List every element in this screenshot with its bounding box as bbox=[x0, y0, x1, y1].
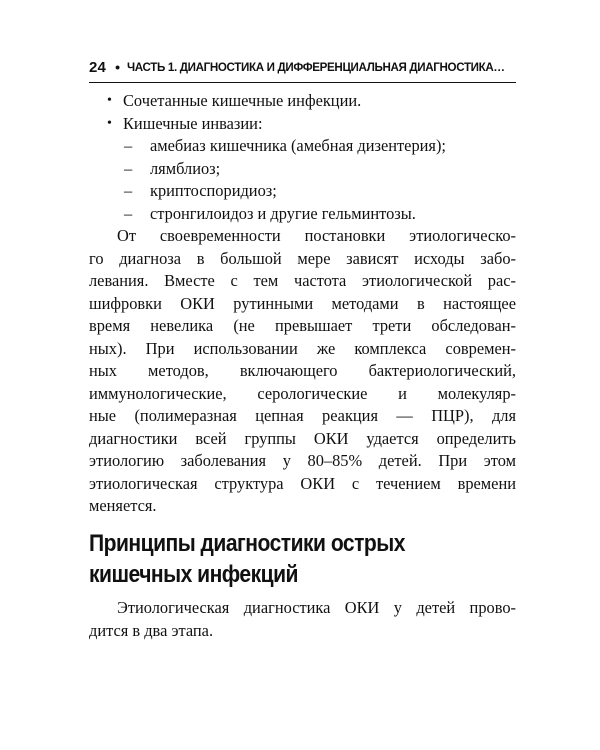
dash-mark: – bbox=[124, 203, 133, 223]
text-line: го диагноза в большой мере зависят исходы забо- bbox=[89, 248, 516, 268]
text-line: ных методов, включающего бактериологический, bbox=[89, 361, 516, 380]
bullet-item bbox=[89, 90, 516, 113]
dash-mark: – bbox=[124, 158, 133, 178]
body-text bbox=[89, 90, 516, 518]
sub-list-text: стронгилоидоз и другие гельминтозы. bbox=[150, 203, 416, 223]
sub-list-text: криптоспоридиоз; bbox=[150, 181, 277, 200]
section-heading-line: кишечных инфекций bbox=[89, 561, 298, 588]
bullet-mark: • bbox=[107, 93, 112, 108]
page-number: 24 bbox=[89, 58, 107, 76]
text-line: время невелика (не превышает трети обследован- bbox=[89, 316, 516, 335]
text-line: этиологическая структура ОКИ с течением времени bbox=[89, 473, 516, 493]
text-line: иммунологические, серологические и молекуляр- bbox=[89, 383, 516, 403]
header-rule bbox=[89, 82, 516, 83]
text-line: этиологию заболевания у 80–85% детей. При этом bbox=[89, 451, 516, 470]
bullet-text: Кишечные инвазии: bbox=[123, 113, 263, 133]
paragraph bbox=[89, 597, 516, 642]
sub-list-item bbox=[89, 135, 516, 158]
text-line: левания. Вместе с тем частота этиологической рас- bbox=[89, 271, 516, 290]
text-line: меняется. bbox=[89, 496, 157, 515]
header-bullet: • bbox=[115, 59, 120, 75]
text-line: дится в два этапа. bbox=[89, 620, 214, 640]
running-header bbox=[89, 56, 516, 78]
text-line: От своевременности постановки этиологическо- bbox=[117, 226, 516, 245]
sub-list-text: лямблиоз; bbox=[150, 158, 221, 178]
section-heading-line: Принципы диагностики острых bbox=[89, 530, 405, 557]
text-line: Этиологическая диагностика ОКИ у детей прово- bbox=[117, 598, 516, 617]
paragraph bbox=[89, 225, 516, 518]
dash-mark: – bbox=[124, 181, 133, 200]
sub-list-text: амебиаз кишечника (амебная дизентерия); bbox=[150, 136, 446, 155]
text-line: диагностики всей группы ОКИ удается определить bbox=[89, 428, 516, 448]
bullet-mark: • bbox=[107, 115, 112, 131]
text-line: ных). При использовании же комплекса современ- bbox=[89, 338, 516, 358]
section-heading bbox=[89, 528, 467, 590]
bullet-text: Сочетанные кишечные инфекции. bbox=[123, 91, 362, 110]
sub-list-item bbox=[89, 180, 516, 203]
running-header-title: ЧАСТЬ 1. ДИАГНОСТИКА И ДИФФЕРЕНЦИАЛЬНАЯ ДИАГНОСТИКА… bbox=[127, 60, 505, 74]
bullet-item bbox=[89, 113, 516, 136]
text-line: шифровки ОКИ рутинными методами в настоящее bbox=[89, 293, 516, 313]
sub-list-item bbox=[89, 158, 516, 181]
text-line: ные (полимеразная цепная реакция — ПЦР), для bbox=[89, 406, 516, 425]
sub-list-item bbox=[89, 203, 516, 226]
dash-mark: – bbox=[124, 136, 133, 155]
